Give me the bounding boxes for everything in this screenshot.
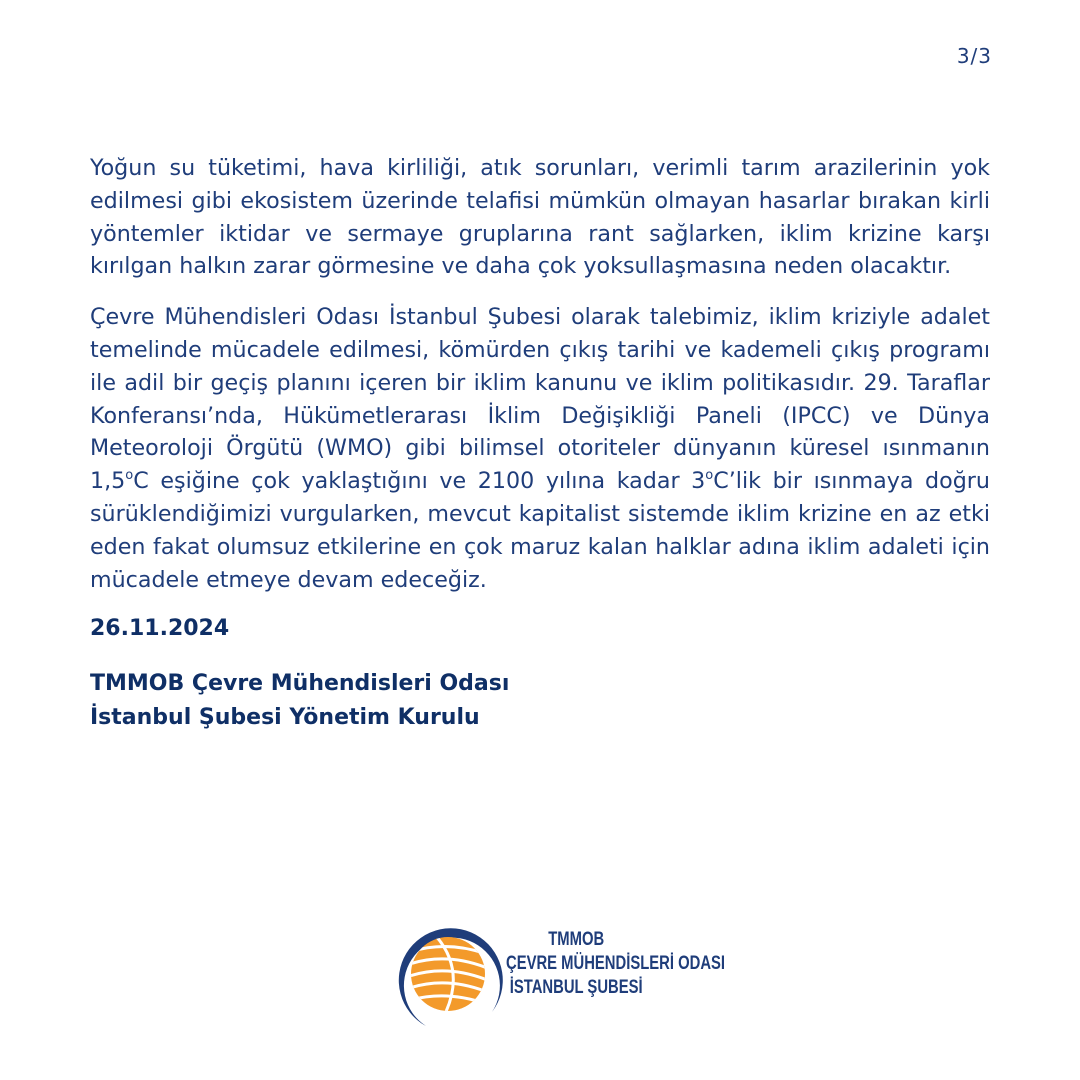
logo-line-tmmob: TMMOB <box>548 929 605 950</box>
globe-logo-icon <box>396 916 506 1046</box>
logo-line-chamber: ÇEVRE MÜHENDİSLERİ ODASI <box>506 953 726 974</box>
page-number: 3/3 <box>956 44 992 68</box>
logo-line-branch: İSTANBUL ŞUBESİ <box>509 977 643 998</box>
paragraph-1: Yoğun su tüketimi, hava kirliliği, atık sorunları, verimli tarım arazilerinin yok edilmesi gibi ekosistem üzerinde telafisi mümkün olmayan hasarlar bırakan kirli yöntemler iktidar ve sermaye gruplarına rant sağlarken, iklim krizine karşı kırılgan halkın zarar görmesine ve daha çok yoksullaşmasına neden olacaktır. <box>90 155 990 280</box>
paragraph-2-text-b: C eşiğine çok yaklaştığını ve 2100 yılına kadar 3 <box>133 468 706 495</box>
statement-body <box>90 152 990 735</box>
paragraph-2-text-c: C’lik bir ısınmaya doğru sürüklendiğimizi vurgularken, mevcut kapitalist sistemde iklim krizine en az etki eden fakat olumsuz etkilerine en çok maruz kalan halklar adına iklim adaleti için mücadele etmeye devam edeceğiz. <box>90 468 990 593</box>
signature-block <box>90 667 990 735</box>
signature-line-board: İstanbul Şubesi Yönetim Kurulu <box>90 705 480 731</box>
organization-logo <box>396 916 726 1046</box>
degree-symbol: o <box>705 468 714 484</box>
degree-symbol: o <box>125 468 134 484</box>
logo-wordmark <box>506 928 726 1000</box>
paragraph-2-text-a: Çevre Mühendisleri Odası İstanbul Şubesi olarak talebimiz, iklim kriziyle adalet temelinde mücadele edilmesi, kömürden çıkış tarihi ve kademeli çıkış programı ile adil bir geçiş planını içeren bir iklim kanunu ve iklim politikasıdır. 29. Taraflar Konferansı’nda, Hükümetlerarası İklim Değişikliği Paneli (IPCC) ve Dünya Meteoroloji Örgütü (WMO) gibi bilimsel otoriteler dünyanın küresel ısınmanın 1,5 <box>90 304 990 495</box>
paragraph-2 <box>90 301 990 596</box>
signature-line-organization: TMMOB Çevre Mühendisleri Odası <box>90 671 510 697</box>
statement-date: 26.11.2024 <box>90 616 230 642</box>
